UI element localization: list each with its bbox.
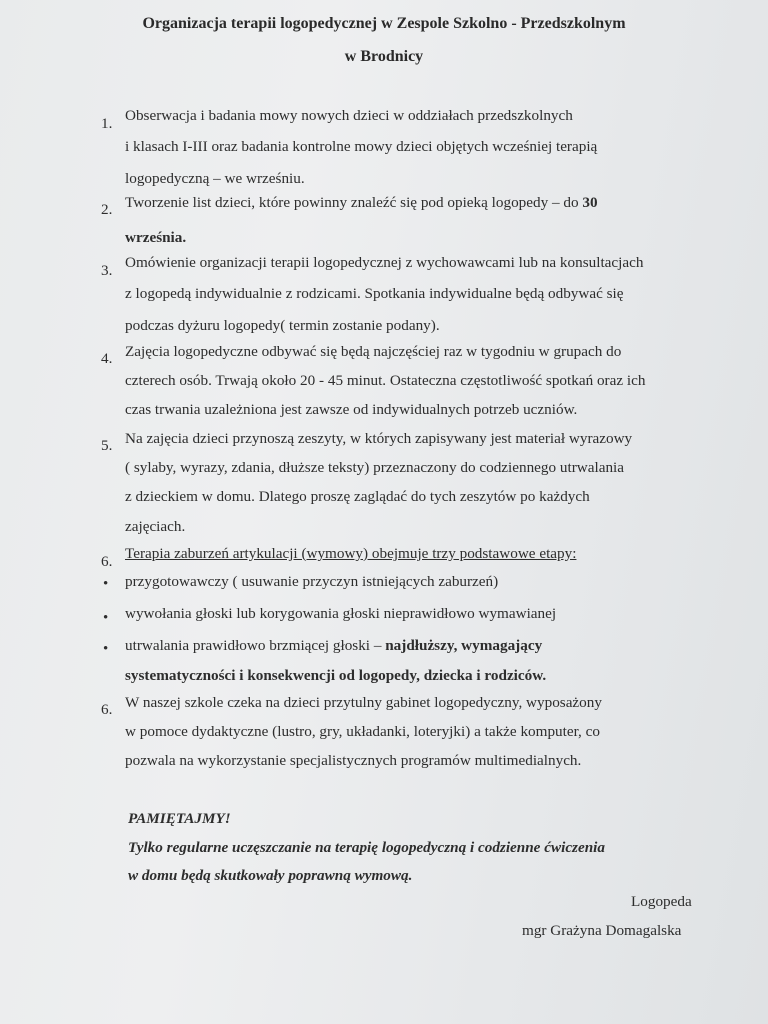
item-6-heading: Terapia zaburzeń artykulacji (wymowy) obejmuje trzy podstawowe etapy:: [125, 545, 577, 562]
reminder-heading: PAMIĘTAJMY!: [128, 810, 231, 827]
item-5-line-3: z dzieckiem w domu. Dlatego proszę zaglądać do tych zeszytów po każdych: [125, 488, 590, 505]
bullet-marker: •: [103, 576, 109, 592]
stage-3-line-2: systematyczności i konsekwencji od logopedy, dziecka i rodziców.: [125, 667, 547, 684]
item-3-line-2: z logopedą indywidualnie z rodzicami. Spotkania indywidualne będą odbywać się: [125, 285, 624, 302]
signature-role: Logopeda: [631, 893, 692, 910]
item-number: 2.: [101, 201, 113, 218]
item-2-line-1: Tworzenie list dzieci, które powinny znaleźć się pod opieką logopedy – do 30: [125, 194, 598, 211]
item-7-line-2: w pomoce dydaktyczne (lustro, gry, układanki, loteryjki) a także komputer, co: [125, 723, 600, 740]
item-4-line-1: Zajęcia logopedyczne odbywać się będą najczęściej raz w tygodniu w grupach do: [125, 343, 622, 360]
item-4-line-3: czas trwania uzależniona jest zawsze od indywidualnych potrzeb uczniów.: [125, 401, 578, 418]
item-number: 6.: [101, 701, 113, 718]
stage-3-line-1: utrwalania prawidłowo brzmiącej głoski – najdłuższy, wymagający: [125, 637, 543, 654]
item-number: 4.: [101, 350, 113, 367]
item-4-line-2: czterech osób. Trwają około 20 - 45 minut. Ostateczna częstotliwość spotkań oraz ich: [125, 372, 646, 389]
reminder-line-2: w domu będą skutkowały poprawną wymową.: [128, 867, 413, 884]
item-1-line-1: Obserwacja i badania mowy nowych dzieci w oddziałach przedszkolnych: [125, 107, 573, 124]
item-5-line-4: zajęciach.: [125, 518, 186, 535]
bullet-marker: •: [103, 641, 109, 657]
item-7-line-1: W naszej szkole czeka na dzieci przytulny gabinet logopedyczny, wyposażony: [125, 694, 602, 711]
document-title: Organizacja terapii logopedycznej w Zespole Szkolno - Przedszkolnym: [142, 15, 626, 32]
item-5-line-2: ( sylaby, wyrazy, zdania, dłuższe teksty) przeznaczony do codziennego utrwalania: [125, 459, 624, 476]
item-5-line-1: Na zajęcia dzieci przynoszą zeszyty, w których zapisywany jest materiał wyrazowy: [125, 430, 633, 447]
stage-1: przygotowawczy ( usuwanie przyczyn istniejących zaburzeń): [125, 573, 499, 590]
item-number: 5.: [101, 437, 113, 454]
document-title-location: w Brodnicy: [344, 48, 424, 65]
item-number: 3.: [101, 262, 113, 279]
reminder-line-1: Tylko regularne uczęszczanie na terapię logopedyczną i codzienne ćwiczenia: [128, 839, 605, 856]
bullet-marker: •: [103, 610, 109, 626]
item-3-line-3: podczas dyżuru logopedy( termin zostanie podany).: [125, 317, 440, 334]
item-3-line-1: Omówienie organizacji terapii logopedycznej z wychowawcami lub na konsultacjach: [125, 254, 644, 271]
item-1-line-3: logopedyczną – we wrześniu.: [125, 170, 305, 187]
item-2-line-2: września.: [125, 229, 187, 246]
item-number: 1.: [101, 115, 113, 132]
stage-2: wywołania głoski lub korygowania głoski nieprawidłowo wymawianej: [125, 605, 557, 622]
signature-name: mgr Grażyna Domagalska: [522, 922, 682, 939]
item-number: 6.: [101, 553, 113, 570]
item-1-line-2: i klasach I-III oraz badania kontrolne mowy dzieci objętych wcześniej terapią: [125, 138, 598, 155]
item-7-line-3: pozwala na wykorzystanie specjalistycznych programów multimedialnych.: [125, 752, 582, 769]
